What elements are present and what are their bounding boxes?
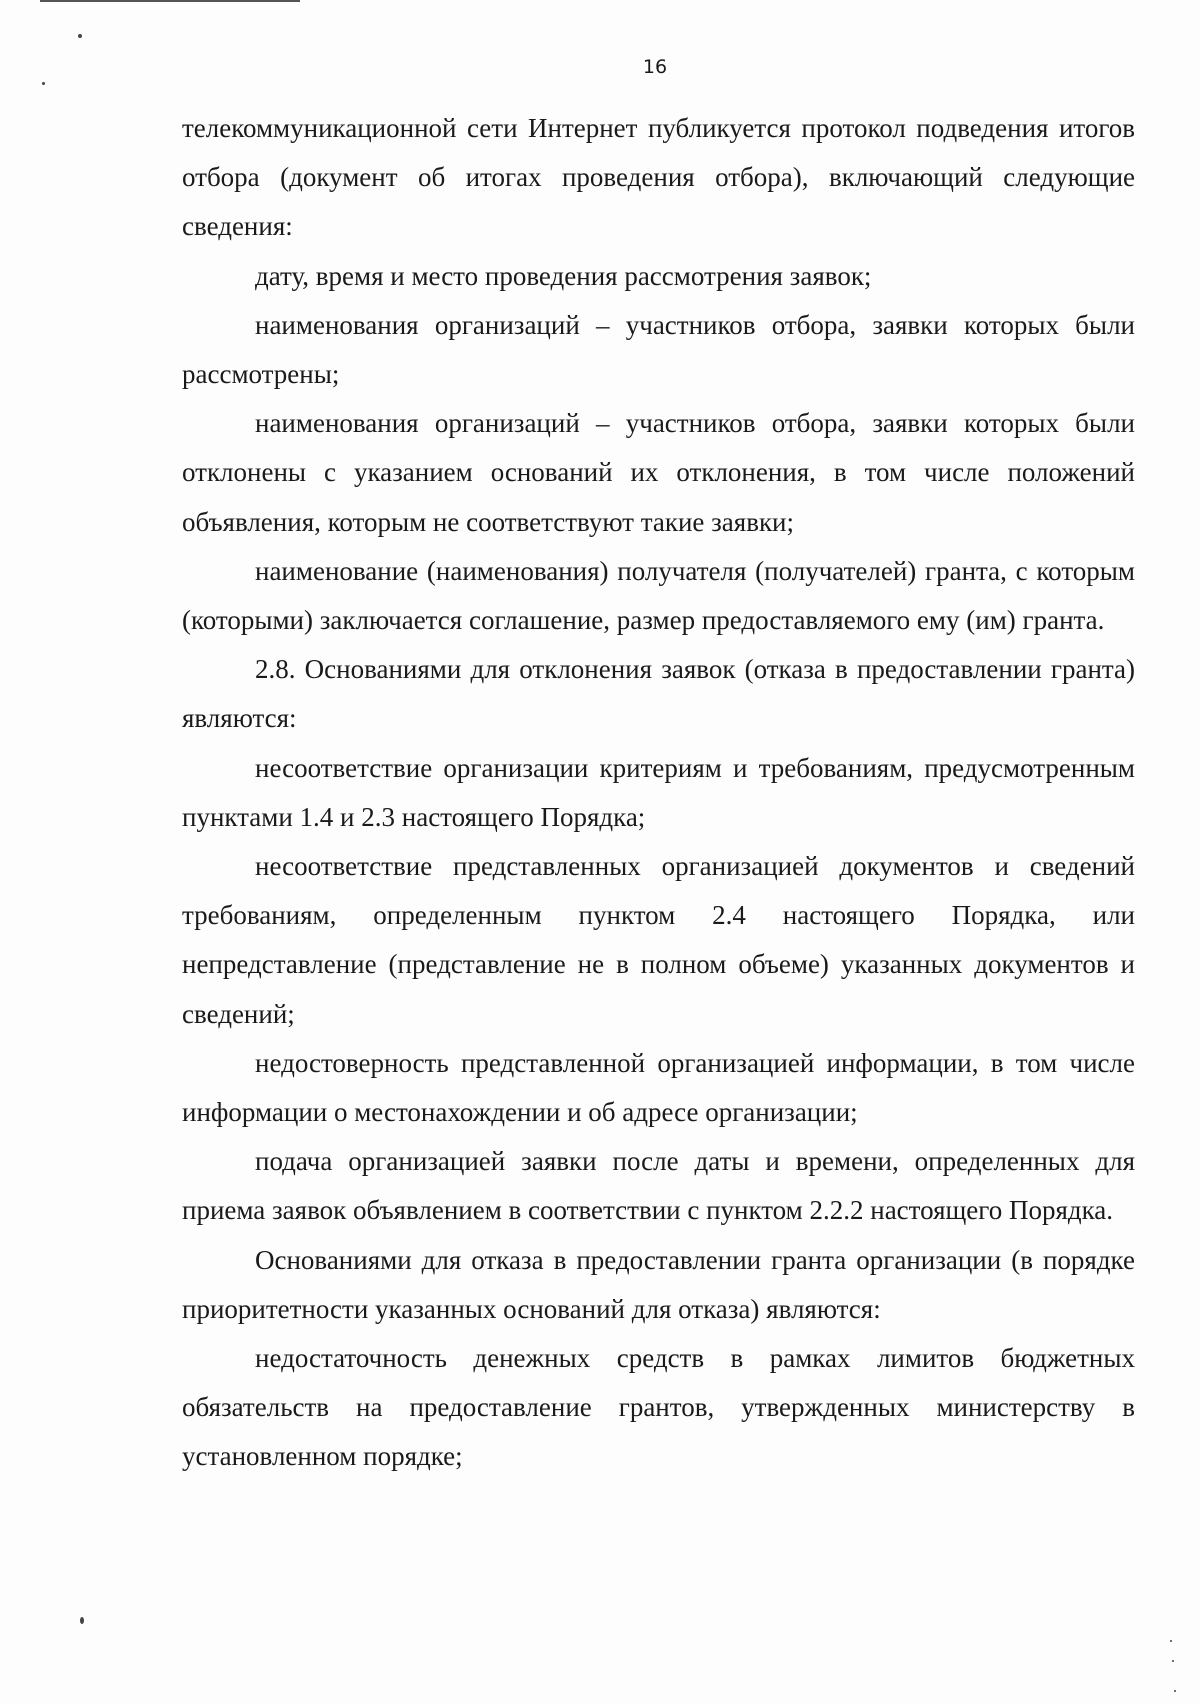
scan-speck [80, 1617, 84, 1624]
paragraph-3: наименования организаций – участников отбора, заявки которых были рассмотрены; [182, 309, 1135, 390]
paragraph-2: дату, время и место проведения рассмотрения заявок; [255, 260, 872, 291]
paragraph-9: недостоверность представленной организацией информации, в том числе информации о местонахождении и об адресе организации; [182, 1047, 1135, 1128]
document-body [182, 104, 1135, 1482]
paragraph-10: подача организацией заявки после даты и времени, определенных для приема заявок объявлением в соответствии с пунктом 2.2.2 настоящего Порядка. [182, 1146, 1135, 1226]
paragraph-6: 2.8. Основаниями для отклонения заявок (отказа в предоставлении гранта) являются: [182, 654, 1135, 734]
scan-speck [78, 34, 82, 38]
paragraph-8: несоответствие представленных организацией документов и сведений требованиям, определенным пунктом 2.4 настоящего Порядка, или непредставление (представление не в полном объеме) указанных документов и сведений; [182, 851, 1135, 1029]
scan-speck [1172, 1660, 1174, 1662]
scan-edge-line [40, 0, 300, 2]
paragraph-4: наименования организаций – участников отбора, заявки которых были отклонены с указанием оснований их отклонения, в том числе положений объявления, которым не соответствуют такие заявки; [182, 408, 1135, 537]
paragraph-5: наименование (наименования) получателя (получателей) гранта, с которым (которыми) заключается соглашение, размер предоставляемого ему (им) гранта. [182, 555, 1135, 636]
paragraph-7: несоответствие организации критериям и требованиям, предусмотренным пунктами 1.4 и 2.3 настоящего Порядка; [182, 752, 1135, 832]
page-number: 16 [642, 56, 668, 78]
paragraph-1: телекоммуникационной сети Интернет публикуется протокол подведения итогов отбора (документ об итогах проведения отбора), включающий следующие сведения: [182, 113, 1135, 242]
paragraph-12: недостаточность денежных средств в рамках лимитов бюджетных обязательств на предоставление грантов, утвержденных министерству в установленном порядке; [182, 1343, 1135, 1472]
paragraph-11: Основаниями для отказа в предоставлении гранта организации (в порядке приоритетности указанных оснований для отказа) являются: [182, 1244, 1135, 1324]
scan-speck [1174, 1690, 1176, 1692]
scan-speck [1170, 1640, 1172, 1642]
scan-speck [42, 82, 45, 85]
